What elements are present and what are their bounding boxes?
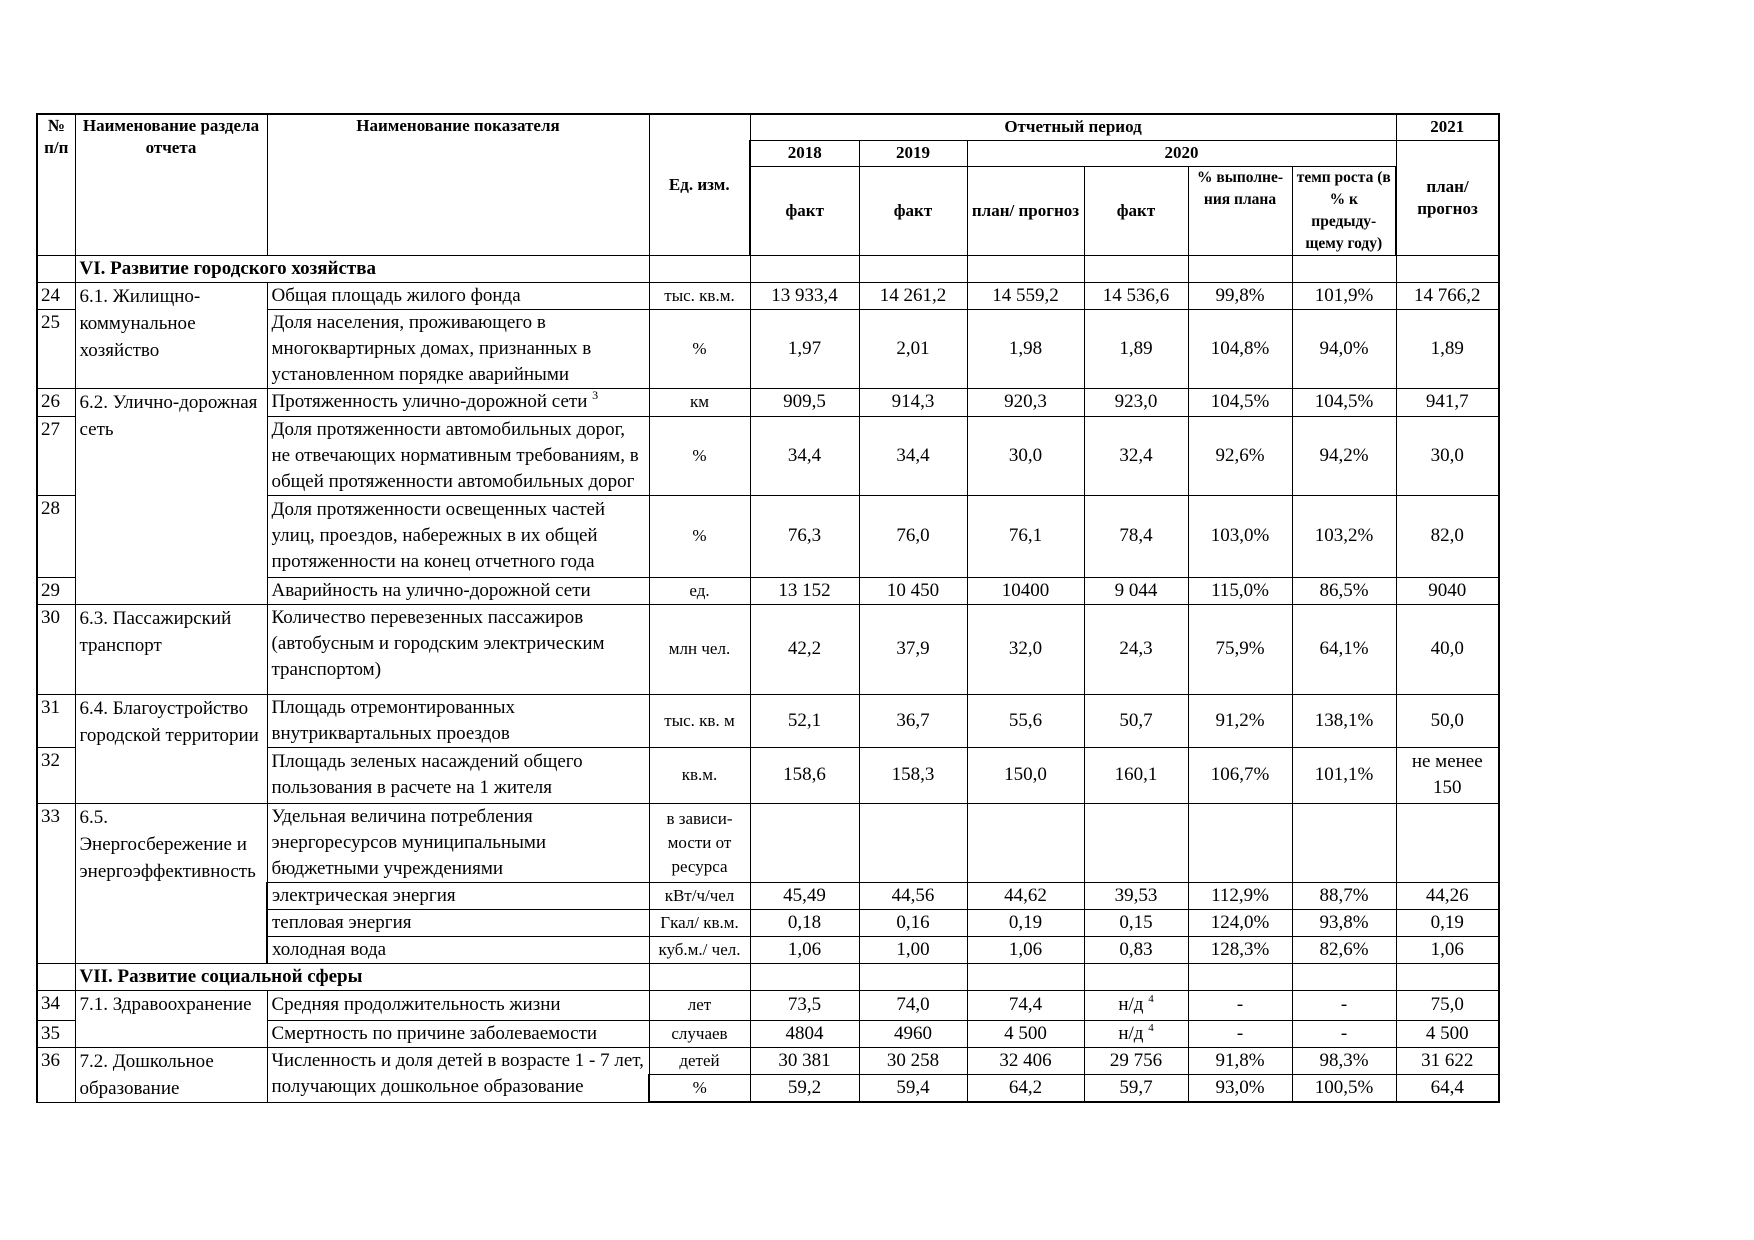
plan-2020: 14 559,2 [967, 282, 1084, 309]
pct-plan: 128,3% [1188, 936, 1292, 963]
fact-2020: 39,53 [1084, 882, 1188, 909]
unit: % [649, 309, 750, 388]
growth: 101,1% [1292, 747, 1396, 803]
plan-2020: 10400 [967, 577, 1084, 604]
plan-2021: 9040 [1396, 577, 1499, 604]
col-header-fact-2020: факт [1084, 166, 1188, 255]
growth: 93,8% [1292, 909, 1396, 936]
plan-2021: 4 500 [1396, 1020, 1499, 1047]
fact-2018: 34,4 [750, 416, 859, 495]
empty-cell [1396, 803, 1499, 882]
col-header-period: Отчетный период [750, 114, 1396, 140]
growth: 86,5% [1292, 577, 1396, 604]
unit: % [649, 416, 750, 495]
fact-2018: 158,6 [750, 747, 859, 803]
plan-2021: 44,26 [1396, 882, 1499, 909]
growth: 94,0% [1292, 309, 1396, 388]
plan-2021: 64,4 [1396, 1074, 1499, 1102]
plan-2021: 14 766,2 [1396, 282, 1499, 309]
table-row [37, 1047, 1499, 1074]
pct-plan: 106,7% [1188, 747, 1292, 803]
indicator-name: Средняя продолжительность жизни [267, 990, 649, 1020]
pct-plan: 91,8% [1188, 1047, 1292, 1074]
fact-2020: 32,4 [1084, 416, 1188, 495]
empty-cell [859, 963, 967, 990]
fact-2019: 0,16 [859, 909, 967, 936]
fact-2019: 4960 [859, 1020, 967, 1047]
footnote-ref: 4 [1148, 1021, 1154, 1034]
fact-2020: 24,3 [1084, 604, 1188, 694]
pct-plan: 92,6% [1188, 416, 1292, 495]
plan-2021: 0,19 [1396, 909, 1499, 936]
growth: 94,2% [1292, 416, 1396, 495]
table-row [37, 282, 1499, 309]
group-name: 6.1. Жилищно-коммунальное хозяйство [75, 282, 267, 388]
growth: - [1292, 1020, 1396, 1047]
fact-2019: 10 450 [859, 577, 967, 604]
col-header-pct-plan: % выполне-ния плана [1188, 166, 1292, 255]
empty-cell [1292, 963, 1396, 990]
indicator-name: Протяженность улично-дорожной сети [271, 391, 588, 412]
col-header-unit: Ед. изм. [649, 114, 750, 255]
group-name: 7.2. Дошкольное образование [75, 1047, 267, 1102]
growth: 100,5% [1292, 1074, 1396, 1102]
fact-2020: н/д [1118, 1022, 1144, 1044]
pct-plan: 115,0% [1188, 577, 1292, 604]
growth: 82,6% [1292, 936, 1396, 963]
indicator-cell [267, 388, 649, 416]
growth: - [1292, 990, 1396, 1020]
indicator-name: Количество перевезенных пассажиров (автобусным и городским электрическим транспортом) [267, 604, 649, 694]
empty-cell [1084, 255, 1188, 282]
fact-2020: 160,1 [1084, 747, 1188, 803]
fact-2018: 13 933,4 [750, 282, 859, 309]
pct-plan: 91,2% [1188, 694, 1292, 747]
col-header-plan-2021: план/ прогноз [1396, 140, 1499, 255]
plan-2020: 4 500 [967, 1020, 1084, 1047]
fact-2018: 1,06 [750, 936, 859, 963]
unit: кВт/ч/чел [649, 882, 750, 909]
plan-2020: 920,3 [967, 388, 1084, 416]
plan-2021: 1,06 [1396, 936, 1499, 963]
plan-2020: 32,0 [967, 604, 1084, 694]
col-header-2018: 2018 [750, 140, 859, 166]
fact-2019: 44,56 [859, 882, 967, 909]
plan-2021: 40,0 [1396, 604, 1499, 694]
section-title-vi: VI. Развитие городского хозяйства [75, 255, 649, 282]
group-name: 6.2. Улично-дорожная сеть [75, 388, 267, 604]
fact-2018: 13 152 [750, 577, 859, 604]
footnote-ref: 4 [1148, 993, 1154, 1005]
col-header-2021: 2021 [1396, 114, 1499, 140]
table-row [37, 694, 1499, 747]
empty-cell [1084, 803, 1188, 882]
section-title-vii: VII. Развитие социальной сферы [75, 963, 649, 990]
empty-cell [1084, 963, 1188, 990]
fact-2018: 76,3 [750, 495, 859, 577]
plan-2020: 55,6 [967, 694, 1084, 747]
empty-cell [859, 255, 967, 282]
fact-2018: 4804 [750, 1020, 859, 1047]
plan-2020: 64,2 [967, 1074, 1084, 1102]
indicator-name: Площадь отремонтированных внутриквартальных проездов [267, 694, 649, 747]
fact-2020: 0,83 [1084, 936, 1188, 963]
indicator-name: Доля населения, проживающего в многоквартирных домах, признанных в установленном порядке аварийными [267, 309, 649, 388]
unit: % [649, 1074, 750, 1102]
growth: 64,1% [1292, 604, 1396, 694]
col-header-2020: 2020 [967, 140, 1396, 166]
empty-cell [750, 255, 859, 282]
row-number: 35 [37, 1020, 75, 1047]
row-number: 31 [37, 694, 75, 747]
row-number: 25 [37, 309, 75, 388]
indicators-table [36, 113, 1500, 1103]
unit: куб.м./ чел. [649, 936, 750, 963]
empty-cell [1188, 963, 1292, 990]
plan-2020: 30,0 [967, 416, 1084, 495]
plan-2020: 0,19 [967, 909, 1084, 936]
col-header-fact-2019: факт [859, 166, 967, 255]
fact-2019: 76,0 [859, 495, 967, 577]
fact-2019: 158,3 [859, 747, 967, 803]
fact-2019: 34,4 [859, 416, 967, 495]
plan-2021: 941,7 [1396, 388, 1499, 416]
fact-2019: 14 261,2 [859, 282, 967, 309]
fact-2018: 73,5 [750, 990, 859, 1020]
col-header-indicator: Наименование показателя [267, 114, 649, 255]
fact-2019: 30 258 [859, 1047, 967, 1074]
plan-2021: 75,0 [1396, 990, 1499, 1020]
fact-2018: 1,97 [750, 309, 859, 388]
plan-2020: 150,0 [967, 747, 1084, 803]
plan-2020: 74,4 [967, 990, 1084, 1020]
fact-2020: 1,89 [1084, 309, 1188, 388]
pct-plan: - [1188, 990, 1292, 1020]
unit: детей [649, 1047, 750, 1074]
row-number: 30 [37, 604, 75, 694]
plan-2020: 76,1 [967, 495, 1084, 577]
unit: тыс. кв.м. [649, 282, 750, 309]
growth: 138,1% [1292, 694, 1396, 747]
plan-2021: 82,0 [1396, 495, 1499, 577]
pct-plan: 104,5% [1188, 388, 1292, 416]
table-row [37, 990, 1499, 1020]
indicator-name: Общая площадь жилого фонда [267, 282, 649, 309]
pct-plan: 124,0% [1188, 909, 1292, 936]
empty-cell [967, 803, 1084, 882]
fact-2020: 50,7 [1084, 694, 1188, 747]
growth: 101,9% [1292, 282, 1396, 309]
col-header-num: № п/п [37, 114, 75, 255]
empty-cell [649, 255, 750, 282]
growth: 88,7% [1292, 882, 1396, 909]
growth: 103,2% [1292, 495, 1396, 577]
plan-2020: 1,98 [967, 309, 1084, 388]
plan-2021: 1,89 [1396, 309, 1499, 388]
fact-2020: 0,15 [1084, 909, 1188, 936]
indicator-name: Численность и доля детей в возрасте 1 - 7 лет, получающих дошкольное образование [267, 1047, 649, 1102]
row-number: 29 [37, 577, 75, 604]
plan-2020: 44,62 [967, 882, 1084, 909]
unit: лет [649, 990, 750, 1020]
group-name: 6.3. Пассажирский транспорт [75, 604, 267, 694]
indicator-name: Удельная величина потребления энергоресурсов муниципальными бюджетными учреждениями [267, 803, 649, 882]
empty-cell [1292, 255, 1396, 282]
indicator-name: Площадь зеленых насаждений общего пользования в расчете на 1 жителя [267, 747, 649, 803]
empty-cell [750, 963, 859, 990]
indicator-name: холодная вода [267, 936, 649, 963]
fact-2020-cell [1084, 990, 1188, 1020]
plan-2021: 50,0 [1396, 694, 1499, 747]
empty-cell [967, 963, 1084, 990]
col-header-fact-2018: факт [750, 166, 859, 255]
pct-plan: 103,0% [1188, 495, 1292, 577]
plan-2020: 1,06 [967, 936, 1084, 963]
row-number: 24 [37, 282, 75, 309]
fact-2020: 29 756 [1084, 1047, 1188, 1074]
pct-plan: - [1188, 1020, 1292, 1047]
growth: 98,3% [1292, 1047, 1396, 1074]
plan-2021: не менее 150 [1396, 747, 1499, 803]
row-number: 32 [37, 747, 75, 803]
section-cell [37, 963, 75, 990]
unit: кв.м. [649, 747, 750, 803]
unit: случаев [649, 1020, 750, 1047]
fact-2020: 9 044 [1084, 577, 1188, 604]
col-header-plan-2020: план/ прогноз [967, 166, 1084, 255]
empty-cell [1188, 803, 1292, 882]
empty-cell [859, 803, 967, 882]
unit: в зависи-мости от ресурса [649, 803, 750, 882]
section-cell [37, 255, 75, 282]
unit: % [649, 495, 750, 577]
fact-2019: 59,4 [859, 1074, 967, 1102]
fact-2019: 74,0 [859, 990, 967, 1020]
plan-2021: 31 622 [1396, 1047, 1499, 1074]
row-number: 28 [37, 495, 75, 577]
unit: км [649, 388, 750, 416]
row-number: 34 [37, 990, 75, 1020]
indicator-name: Доля протяженности автомобильных дорог, не отвечающих нормативным требованиям, в общей протяженности автомобильных дорог [267, 416, 649, 495]
fact-2018: 52,1 [750, 694, 859, 747]
indicator-name: Аварийность на улично-дорожной сети [267, 577, 649, 604]
growth: 104,5% [1292, 388, 1396, 416]
group-name: 7.1. Здравоохранение [75, 990, 267, 1047]
fact-2018: 909,5 [750, 388, 859, 416]
fact-2020: н/д [1118, 994, 1144, 1015]
table-row [37, 388, 1499, 416]
indicator-name: Доля протяженности освещенных частей улиц, проездов, набережных в их общей протяженности на конец отчетного года [267, 495, 649, 577]
empty-cell [1188, 255, 1292, 282]
unit: Гкал/ кв.м. [649, 909, 750, 936]
indicator-name: электрическая энергия [267, 882, 649, 909]
unit: тыс. кв. м [649, 694, 750, 747]
empty-cell [967, 255, 1084, 282]
fact-2018: 42,2 [750, 604, 859, 694]
row-number: 36 [37, 1047, 75, 1102]
fact-2020: 78,4 [1084, 495, 1188, 577]
empty-cell [649, 963, 750, 990]
fact-2019: 2,01 [859, 309, 967, 388]
pct-plan: 99,8% [1188, 282, 1292, 309]
plan-2020: 32 406 [967, 1047, 1084, 1074]
group-name: 6.4. Благоустройство городской территории [75, 694, 267, 803]
fact-2018: 59,2 [750, 1074, 859, 1102]
footnote-ref: 3 [592, 388, 599, 402]
fact-2018: 45,49 [750, 882, 859, 909]
col-header-growth: темп роста (в % к предыду-щему году) [1292, 166, 1396, 255]
fact-2018: 0,18 [750, 909, 859, 936]
pct-plan: 75,9% [1188, 604, 1292, 694]
pct-plan: 93,0% [1188, 1074, 1292, 1102]
fact-2019: 37,9 [859, 604, 967, 694]
fact-2020-cell [1084, 1020, 1188, 1047]
table-row [37, 604, 1499, 694]
unit: млн чел. [649, 604, 750, 694]
row-number: 26 [37, 388, 75, 416]
plan-2021: 30,0 [1396, 416, 1499, 495]
empty-cell [750, 803, 859, 882]
indicator-name: тепловая энергия [267, 909, 649, 936]
fact-2020: 59,7 [1084, 1074, 1188, 1102]
pct-plan: 104,8% [1188, 309, 1292, 388]
row-number: 33 [37, 803, 75, 963]
pct-plan: 112,9% [1188, 882, 1292, 909]
fact-2020: 14 536,6 [1084, 282, 1188, 309]
fact-2019: 36,7 [859, 694, 967, 747]
fact-2018: 30 381 [750, 1047, 859, 1074]
empty-cell [1292, 803, 1396, 882]
table-row [37, 803, 1499, 882]
unit: ед. [649, 577, 750, 604]
col-header-2019: 2019 [859, 140, 967, 166]
fact-2019: 914,3 [859, 388, 967, 416]
fact-2020: 923,0 [1084, 388, 1188, 416]
row-number: 27 [37, 416, 75, 495]
empty-cell [1396, 963, 1499, 990]
empty-cell [1396, 255, 1499, 282]
indicator-name: Смертность по причине заболеваемости [267, 1020, 649, 1047]
col-header-section: Наименование раздела отчета [75, 114, 267, 255]
group-name: 6.5. Энергосбережение и энергоэффективность [75, 803, 267, 963]
fact-2019: 1,00 [859, 936, 967, 963]
